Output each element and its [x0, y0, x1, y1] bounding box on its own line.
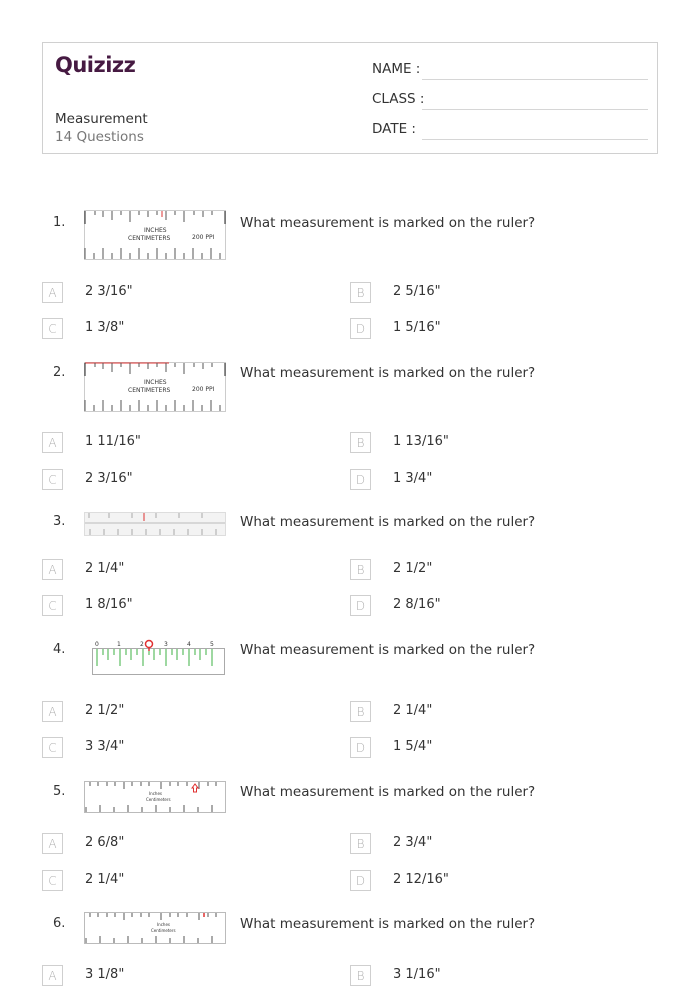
option-text: 2 12/16": [393, 872, 449, 887]
svg-text:Centimeters: Centimeters: [146, 797, 171, 802]
question-text: What measurement is marked on the ruler?: [240, 514, 536, 530]
option-letter: C: [42, 469, 63, 490]
option-text: 2 1/2": [85, 703, 125, 718]
question-number: 5.: [53, 784, 66, 799]
ruler-image: [84, 912, 226, 944]
option-letter: B: [350, 282, 371, 303]
question-number: 2.: [53, 365, 66, 380]
option-letter: B: [350, 701, 371, 722]
option-letter: A: [42, 432, 63, 453]
class-field[interactable]: [422, 109, 648, 110]
option-text: 1 3/8": [85, 320, 125, 335]
option-text: 2 8/16": [393, 597, 441, 612]
option-letter: D: [350, 318, 371, 339]
question-text: What measurement is marked on the ruler?: [240, 916, 536, 932]
question-number: 6.: [53, 916, 66, 931]
svg-text:CENTIMETERS: CENTIMETERS: [128, 235, 171, 242]
option-letter: C: [42, 595, 63, 616]
svg-text:Inches: Inches: [149, 791, 162, 796]
question-text: What measurement is marked on the ruler?: [240, 215, 536, 231]
option-letter: C: [42, 737, 63, 758]
option-text: 2 3/16": [85, 471, 133, 486]
option-letter: D: [350, 469, 371, 490]
option-text: 2 5/16": [393, 284, 441, 299]
option-text: 3 1/8": [85, 967, 125, 982]
option-text: 2 6/8": [85, 835, 125, 850]
svg-text:INCHES: INCHES: [144, 227, 167, 234]
svg-text:Centimeters: Centimeters: [151, 928, 176, 933]
svg-text:INCHES: INCHES: [144, 379, 167, 386]
option-text: 2 3/16": [85, 284, 133, 299]
option-letter: B: [350, 965, 371, 986]
option-letter: B: [350, 833, 371, 854]
option-letter: B: [350, 559, 371, 580]
question-number: 3.: [53, 514, 66, 529]
ruler-image: [84, 781, 226, 813]
svg-text:3: 3: [164, 641, 168, 648]
option-letter: A: [42, 833, 63, 854]
svg-text:5: 5: [210, 641, 214, 648]
ruler-image: [84, 512, 226, 536]
svg-text:CENTIMETERS: CENTIMETERS: [128, 387, 171, 394]
date-field[interactable]: [422, 139, 648, 140]
question-text: What measurement is marked on the ruler?: [240, 642, 536, 658]
option-text: 2 3/4": [393, 835, 433, 850]
date-label: DATE :: [372, 121, 416, 137]
option-letter: D: [350, 737, 371, 758]
option-letter: A: [42, 965, 63, 986]
option-text: 1 3/4": [393, 471, 433, 486]
option-letter: C: [42, 318, 63, 339]
class-label: CLASS :: [372, 91, 425, 107]
name-field[interactable]: [422, 79, 648, 80]
svg-text:1: 1: [117, 641, 121, 648]
question-count: 14 Questions: [55, 129, 144, 145]
option-text: 1 8/16": [85, 597, 133, 612]
quizizz-logo: Quizizz: [55, 53, 136, 77]
option-letter: D: [350, 595, 371, 616]
svg-text:Inches: Inches: [157, 922, 170, 927]
option-letter: D: [350, 870, 371, 891]
option-text: 3 3/4": [85, 739, 125, 754]
question-text: What measurement is marked on the ruler?: [240, 365, 536, 381]
question-number: 1.: [53, 215, 66, 230]
question-text: What measurement is marked on the ruler?: [240, 784, 536, 800]
question-number: 4.: [53, 642, 66, 657]
name-label: NAME :: [372, 61, 421, 77]
svg-text:200 PPI: 200 PPI: [192, 386, 215, 393]
svg-text:200 PPI: 200 PPI: [192, 234, 215, 241]
option-text: 2 1/4": [393, 703, 433, 718]
ruler-image: [84, 638, 226, 676]
option-letter: B: [350, 432, 371, 453]
option-letter: A: [42, 701, 63, 722]
option-text: 2 1/2": [393, 561, 433, 576]
option-text: 2 1/4": [85, 561, 125, 576]
option-letter: A: [42, 282, 63, 303]
option-text: 3 1/16": [393, 967, 441, 982]
option-text: 1 13/16": [393, 434, 449, 449]
worksheet-header: [42, 42, 658, 154]
svg-text:0: 0: [95, 641, 99, 648]
ruler-image: [84, 362, 226, 412]
option-text: 1 11/16": [85, 434, 141, 449]
option-letter: A: [42, 559, 63, 580]
option-letter: C: [42, 870, 63, 891]
svg-text:2: 2: [140, 641, 144, 648]
worksheet-title: Measurement: [55, 111, 148, 127]
option-text: 2 1/4": [85, 872, 125, 887]
option-text: 1 5/4": [393, 739, 433, 754]
option-text: 1 5/16": [393, 320, 441, 335]
svg-text:4: 4: [187, 641, 191, 648]
ruler-image: [84, 210, 226, 260]
